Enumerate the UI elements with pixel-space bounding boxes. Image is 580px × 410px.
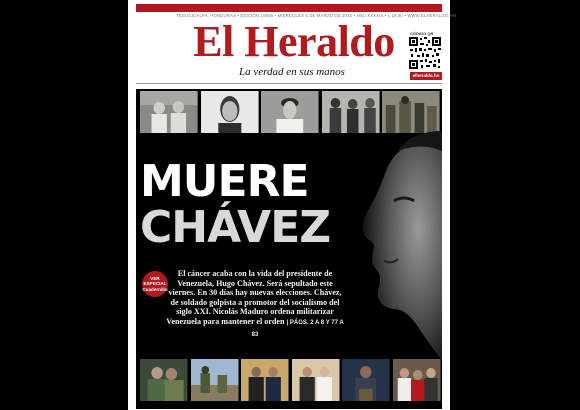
cover-story xyxy=(136,89,442,409)
badge-line-3: Cuadernillo xyxy=(142,286,168,292)
embrace-photo xyxy=(140,359,188,401)
website-badge: elheraldo.hn xyxy=(410,72,442,80)
pope-meeting-photo xyxy=(292,359,340,401)
newspaper-front-page xyxy=(128,0,456,410)
badge-line-2: ESPECIAL xyxy=(143,281,167,287)
bottom-photo-strip xyxy=(140,359,440,401)
leaders-meeting-photo xyxy=(241,359,289,401)
headline-line-1: MUERE xyxy=(140,156,309,207)
top-red-rule xyxy=(136,4,442,12)
page-references: | PÁGS. 2 A 8 Y 77 A 83 xyxy=(251,319,344,338)
qr-code-icon xyxy=(408,36,442,70)
speech-photo xyxy=(342,359,390,401)
main-headline xyxy=(140,156,340,253)
troops-photo xyxy=(382,91,440,133)
deck-body: El cáncer acaba con la vida del presidente de Venezuela, Hugo Chávez. Será sepultado este viernes. En 30 días hay nuevas elecciones. Chávez, de soldado golpista a promotor del socialismo del siglo XXI. Nicolás Maduro ordena militarizar Venezuela para mantener el orden xyxy=(166,269,342,326)
family-photo xyxy=(393,359,441,401)
childhood-photo xyxy=(140,91,198,133)
young-soldier-photo xyxy=(261,91,319,133)
youth-portrait-photo xyxy=(201,91,259,133)
soldiers-photo xyxy=(191,359,239,401)
qr-label: CÓDIGO QR xyxy=(410,31,434,36)
masthead-divider xyxy=(136,83,442,84)
special-edition-badge xyxy=(142,271,168,297)
masthead: El Heraldo xyxy=(193,17,395,66)
top-photo-strip xyxy=(140,91,440,133)
dateline: TEGUCIGALPA, HONDURAS • EDICIÓN 15556 • MIÉRCOLES 6 DE MARZO DE 2013 • AÑO XXXXIII • L 15.00 • WWW.ELHERALDO.HN xyxy=(176,13,456,18)
badge-line-1: VER xyxy=(150,275,160,281)
military-officers-photo xyxy=(322,91,380,133)
headline-line-2: CHÁVEZ xyxy=(140,202,331,253)
tagline: La verdad en sus manos xyxy=(239,66,345,78)
story-deck xyxy=(166,269,344,340)
